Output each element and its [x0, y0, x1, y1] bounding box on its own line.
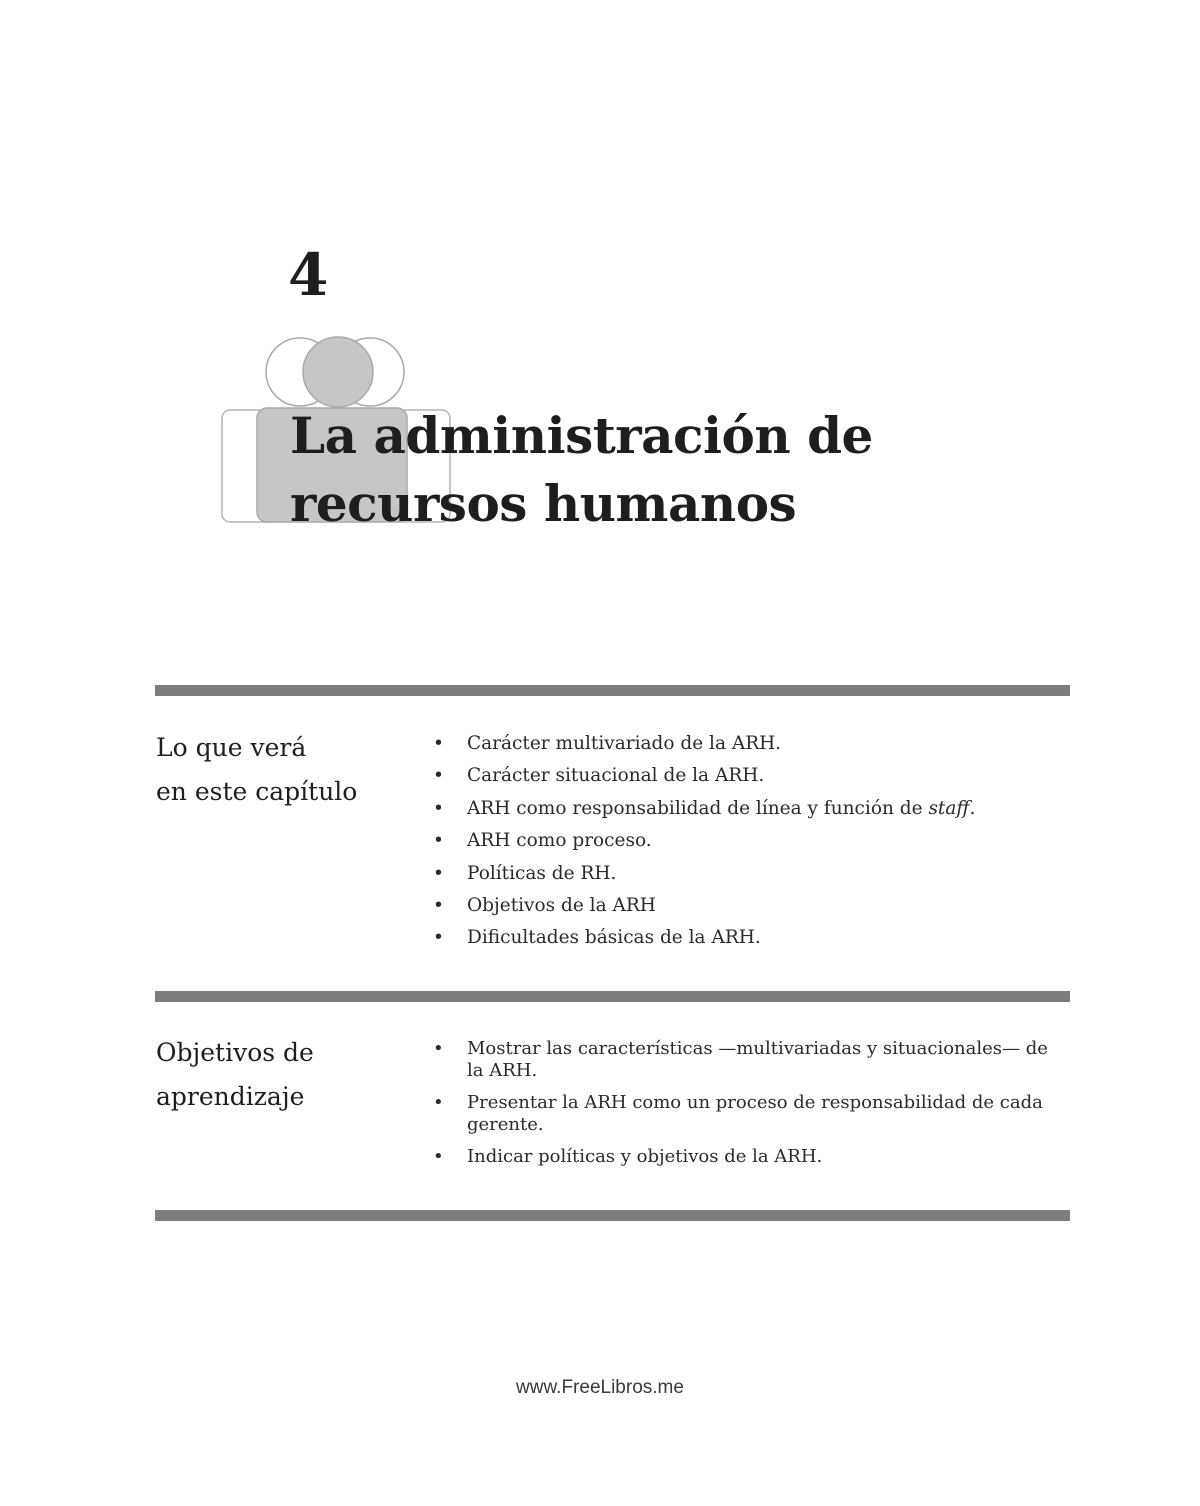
list-item — [430, 858, 1070, 890]
list-item-text: Objetivos de la ARH — [467, 894, 656, 916]
list-item-text: ARH como responsabilidad de línea y función de — [467, 797, 929, 819]
section-divider-top — [155, 685, 1070, 696]
topics-list — [430, 728, 1070, 955]
bullet-icon: • — [433, 1038, 444, 1059]
section-divider-bottom — [155, 1210, 1070, 1221]
footer-url: www.FreeLibros.me — [516, 1377, 684, 1398]
list-item-end: . — [969, 797, 976, 819]
list-item-text: Carácter multivariado de la ARH. — [467, 733, 782, 754]
bullet-icon: • — [433, 1092, 444, 1113]
list-item — [430, 760, 1070, 792]
bullet-icon: • — [433, 894, 444, 916]
list-item — [430, 728, 1070, 760]
bullet-icon: • — [433, 797, 444, 819]
bullet-icon: • — [433, 862, 444, 884]
list-item-italic-term: staff — [928, 797, 970, 819]
list-item — [430, 793, 1070, 825]
list-item-text: Presentar la ARH como un proceso de responsabilidad de cada gerente. — [467, 1092, 1043, 1135]
topics-label-line1: Lo que verá — [156, 733, 307, 762]
list-item-text: Dificultades básicas de la ARH. — [467, 927, 761, 949]
bullet-icon: • — [433, 765, 444, 787]
list-item — [430, 1092, 1070, 1136]
list-item-text: Indicar políticas y objetivos de la ARH. — [467, 1146, 823, 1167]
bullet-icon: • — [433, 1146, 444, 1167]
list-item-text: Carácter situacional de la ARH. — [467, 765, 765, 787]
list-item — [430, 922, 1070, 954]
objectives-list — [430, 1038, 1070, 1178]
chapter-title — [290, 402, 873, 538]
list-item-text: Mostrar las características —multivariadas y situacionales— de la ARH. — [467, 1038, 1048, 1081]
objectives-label-line1: Objetivos de — [156, 1038, 314, 1067]
topics-section-label — [156, 726, 357, 814]
list-item — [430, 825, 1070, 857]
bullet-icon: • — [433, 733, 444, 754]
topics-label-line2: en este capítulo — [156, 777, 358, 806]
chapter-number: 4 — [288, 241, 329, 309]
objectives-label-line2: aprendizaje — [156, 1082, 305, 1111]
list-item — [430, 890, 1070, 922]
list-item-text: Políticas de RH. — [467, 862, 617, 884]
objectives-section-label — [156, 1031, 314, 1119]
bullet-icon: • — [433, 927, 444, 949]
bullet-icon: • — [433, 830, 444, 852]
chapter-title-line2: recursos humanos — [290, 474, 797, 533]
chapter-title-line1: La administración de — [290, 406, 873, 465]
list-item — [430, 1146, 1070, 1168]
list-item — [430, 1038, 1070, 1082]
section-divider-middle — [155, 991, 1070, 1002]
list-item-text: ARH como proceso. — [467, 830, 652, 852]
